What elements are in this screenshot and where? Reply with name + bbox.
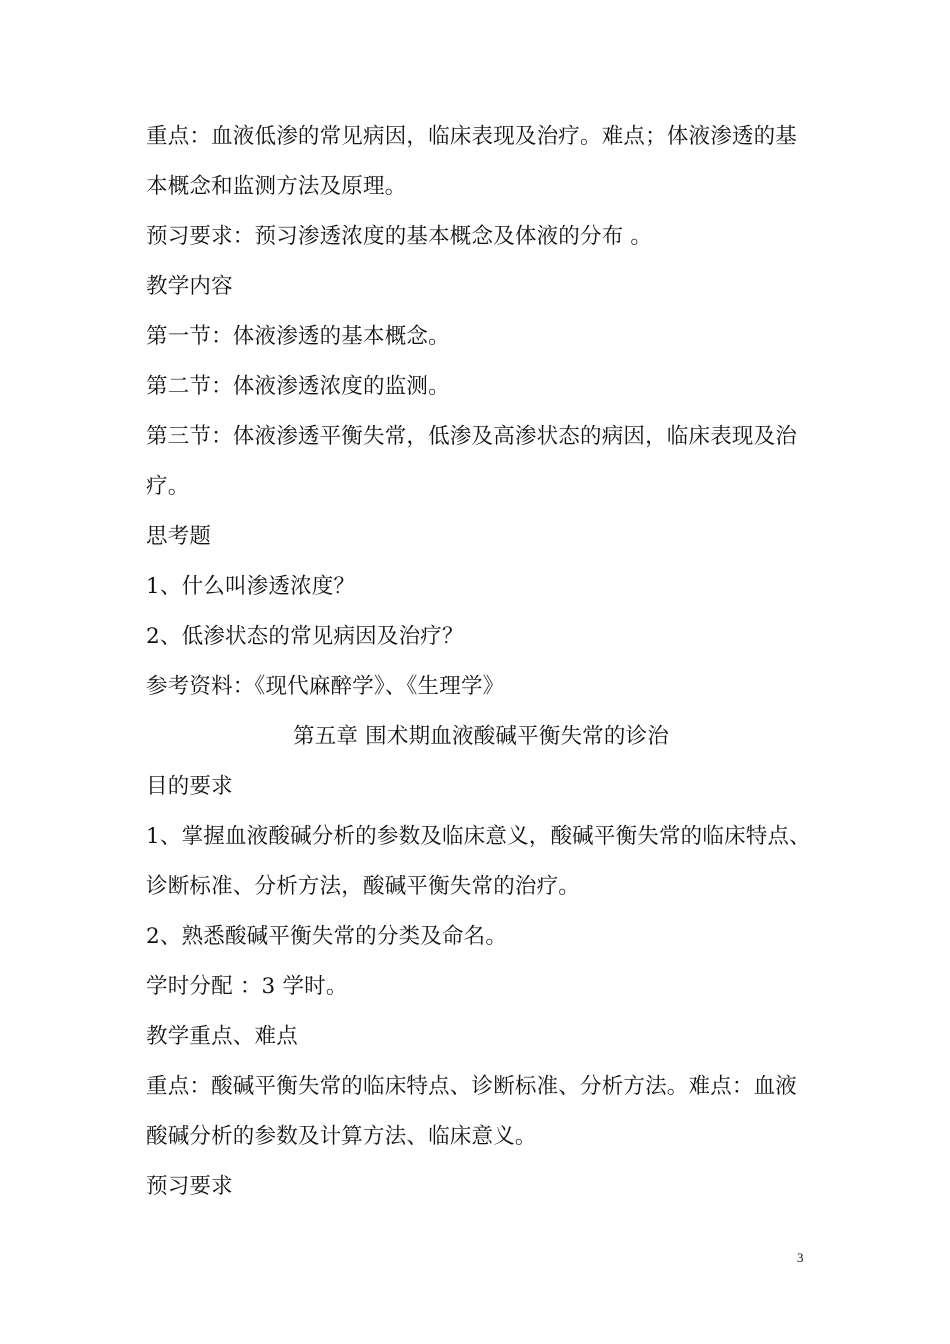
text-line: 2、熟悉酸碱平衡失常的分类及命名。 bbox=[146, 924, 508, 949]
section-heading: 目的要求 bbox=[146, 774, 233, 799]
text-line: 参考资料：《现代麻醉学》、《生理学》 bbox=[146, 674, 505, 699]
text-line: 第一节：体液渗透的基本概念。 bbox=[146, 324, 450, 349]
text-line: 疗。 bbox=[146, 474, 190, 499]
text-line: 2、低渗状态的常见病因及治疗？ bbox=[146, 624, 464, 649]
text-line: 重点：酸碱平衡失常的临床特点、诊断标准、分析方法。难点：血液 bbox=[146, 1074, 798, 1099]
section-heading: 教学内容 bbox=[146, 274, 233, 299]
text-line: 预习要求：预习渗透浓度的基本概念及体液的分布 。 bbox=[146, 224, 653, 249]
text-line: 第三节：体液渗透平衡失常，低渗及高渗状态的病因，临床表现及治 bbox=[146, 424, 798, 449]
chapter-title: 第五章 围术期血液酸碱平衡失常的诊治 bbox=[293, 724, 669, 749]
section-heading: 预习要求 bbox=[146, 1174, 233, 1199]
text-line: 第二节：体液渗透浓度的监测。 bbox=[146, 374, 450, 399]
section-heading: 教学重点、难点 bbox=[146, 1024, 298, 1049]
text-line: 本概念和监测方法及原理。 bbox=[146, 174, 407, 199]
text-line: 重点：血液低渗的常见病因，临床表现及治疗。难点；体液渗透的基 bbox=[146, 124, 798, 149]
section-heading: 思考题 bbox=[146, 524, 212, 549]
text-line: 1、什么叫渗透浓度？ bbox=[146, 574, 356, 599]
text-line: 学时分配 ：3 学时。 bbox=[146, 974, 348, 999]
text-line: 1、掌握血液酸碱分析的参数及临床意义，酸碱平衡失常的临床特点、 bbox=[146, 824, 811, 849]
page-number: 3 bbox=[797, 1250, 804, 1265]
text-line: 诊断标准、分析方法，酸碱平衡失常的治疗。 bbox=[146, 874, 581, 899]
text-line: 酸碱分析的参数及计算方法、临床意义。 bbox=[146, 1124, 537, 1149]
